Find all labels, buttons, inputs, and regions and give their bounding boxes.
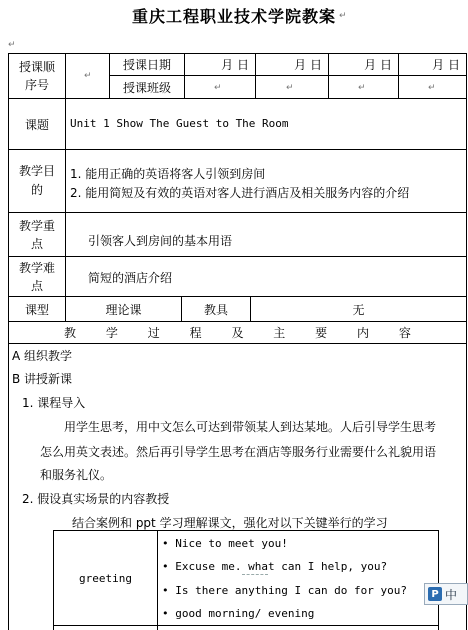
document-title: 重庆工程职业技术学院教案 (131, 7, 336, 26)
step-1-paragraph-line[interactable]: 怎么用英文表述。然后再引导学生思考在酒店等服务行业需要什么礼貌用语 (40, 445, 437, 459)
step-2-heading[interactable]: 2. 假设真实场景的内容教授 (22, 492, 170, 506)
step-2-paragraph[interactable]: 结合案例和 ppt 学习理解课文，强化对以下关键举行的学习 (72, 516, 388, 530)
paragraph-mark-icon: ↵ (286, 83, 294, 93)
paragraph-mark-icon: ↵ (8, 40, 16, 50)
key-points-value[interactable]: 引领客人到房间的基本用语 (88, 234, 233, 248)
course-type-value[interactable]: 理论课 (105, 302, 142, 317)
ime-indicator[interactable] (424, 583, 468, 605)
greeting-phrase[interactable]: • Excuse me. what can I help, you? (162, 560, 388, 573)
date-label: 授课日期 (122, 58, 171, 72)
key-points-label: 教学重 点 (18, 218, 55, 251)
section-b[interactable]: B 讲授新课 (12, 372, 73, 386)
spellcheck-underline (242, 574, 268, 575)
objectives-label: 教学目 的 (18, 164, 55, 197)
date-cell[interactable]: 月 日 (221, 58, 249, 72)
process-header: 教 学 过 程 及 主 要 内 容 (64, 326, 411, 340)
paragraph-mark-icon: ↵ (358, 83, 366, 93)
class-label: 授课班级 (122, 80, 171, 95)
objective-item[interactable]: 2. 能用简短及有效的英语对客人进行酒店及相关服务内容的介绍 (70, 186, 410, 200)
ime-icon[interactable]: P (428, 587, 442, 601)
topic-value[interactable]: Unit 1 Show The Guest to The Room (70, 117, 289, 130)
ime-mode-label[interactable]: 中 (445, 587, 458, 602)
greeting-phrase[interactable]: • Is there anything I can do for you? (162, 584, 408, 597)
difficulties-value[interactable]: 简短的酒店介绍 (88, 271, 173, 285)
paragraph-mark-icon: ↵ (428, 83, 436, 93)
tools-value[interactable]: 无 (352, 302, 365, 317)
greeting-phrase[interactable]: • good morning/ evening (162, 607, 315, 620)
greeting-phrase[interactable]: • Nice to meet you! (162, 537, 288, 550)
paragraph-mark-icon: ↵ (214, 83, 222, 93)
seq-label: 授课顺 序号 (18, 60, 55, 92)
tools-label: 教具 (203, 302, 228, 317)
date-cell[interactable]: 月 日 (294, 58, 322, 72)
paragraph-mark-icon: ↵ (339, 11, 347, 21)
course-type-label: 课型 (24, 302, 49, 317)
date-cell[interactable]: 月 日 (364, 58, 392, 72)
topic-label: 课题 (24, 117, 49, 132)
objective-item[interactable]: 1. 能用正确的英语将客人引领到房间 (70, 167, 266, 181)
section-a[interactable]: A 组织教学 (12, 349, 73, 363)
difficulties-label: 教学难 点 (18, 260, 55, 293)
date-cell[interactable]: 月 日 (432, 58, 460, 72)
step-1-paragraph-line[interactable]: 用学生思考，用中文怎么可达到带领某人到达某地。人后引导学生思考 (64, 420, 437, 434)
step-1-paragraph-line[interactable]: 和服务礼仪。 (40, 468, 113, 482)
step-1-heading[interactable]: 1. 课程导入 (22, 396, 86, 410)
greeting-label: greeting (79, 571, 132, 585)
paragraph-mark-icon: ↵ (84, 71, 92, 81)
